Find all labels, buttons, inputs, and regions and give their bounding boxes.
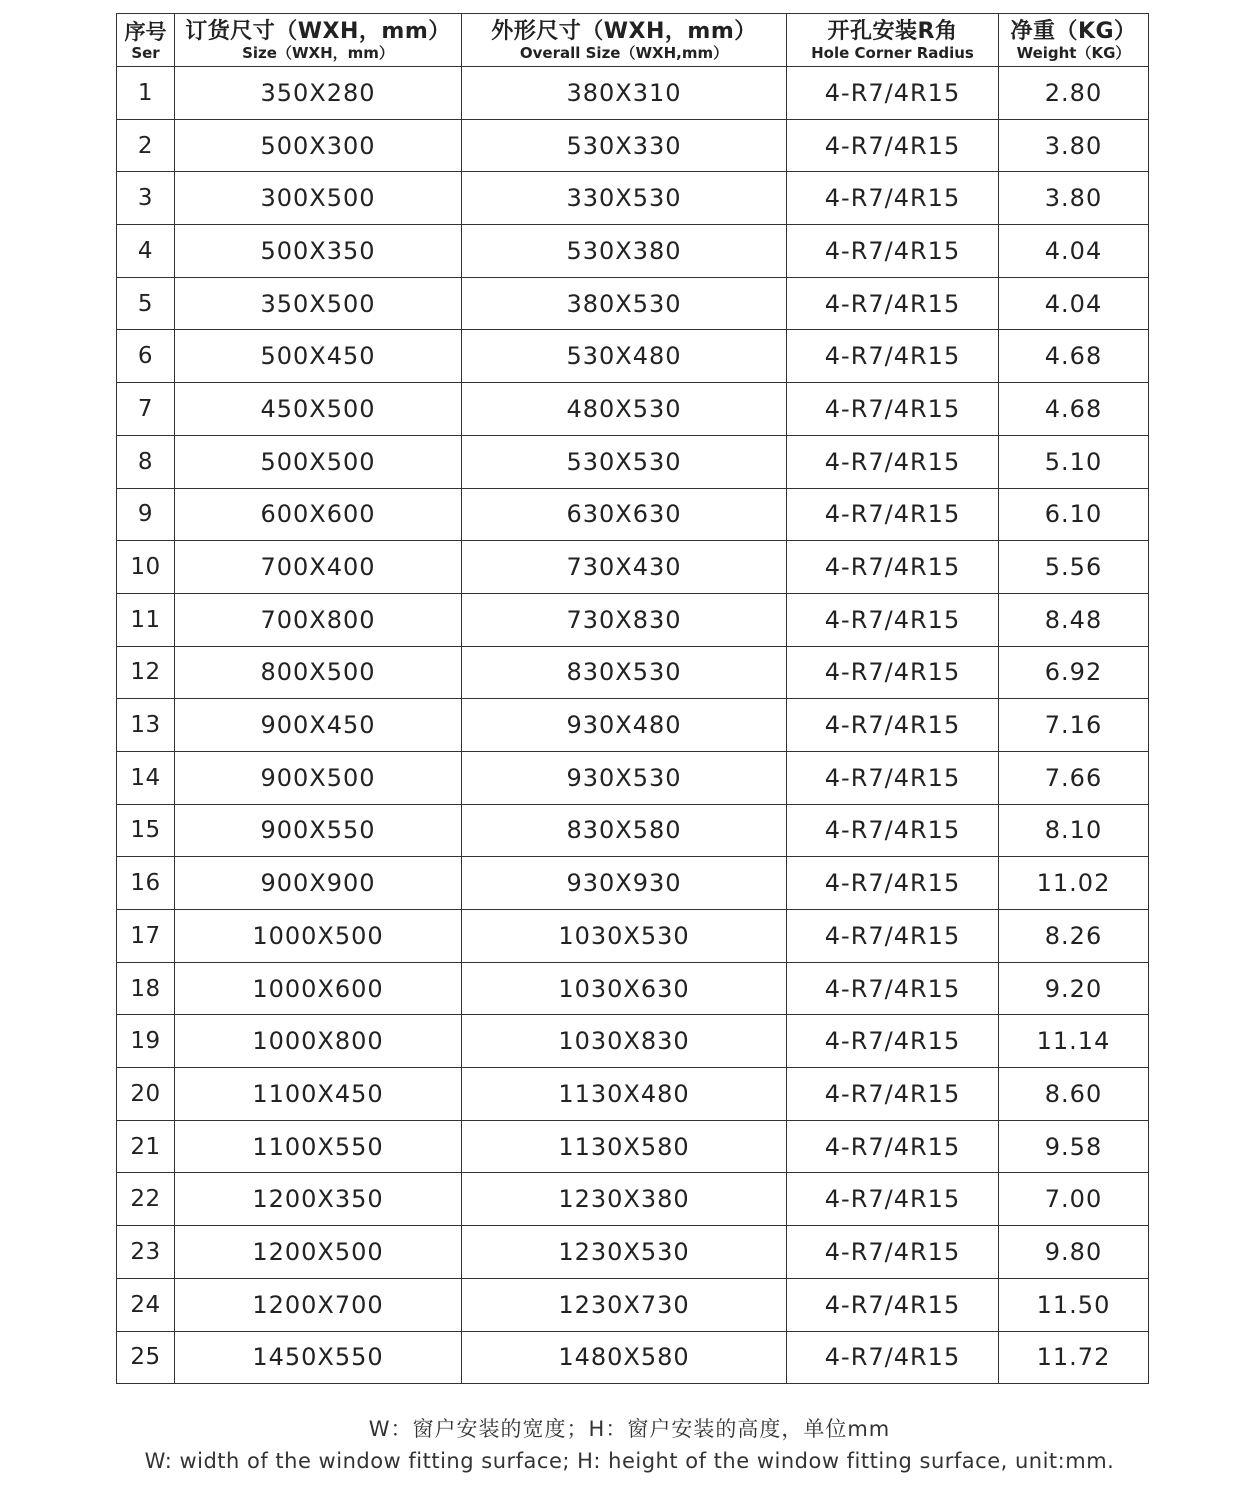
cell-hole-radius: 4-R7/4R15 [787, 1173, 999, 1226]
table-row [117, 1068, 1149, 1121]
cell-hole-radius: 4-R7/4R15 [787, 804, 999, 857]
cell-weight: 5.56 [999, 541, 1149, 594]
cell-size: 900X500 [175, 751, 462, 804]
cell-ser: 3 [117, 172, 175, 225]
cell-weight: 9.58 [999, 1120, 1149, 1173]
header-size-en: Size（WXH，mm） [242, 43, 394, 62]
cell-hole-radius: 4-R7/4R15 [787, 67, 999, 120]
cell-hole-radius: 4-R7/4R15 [787, 330, 999, 383]
cell-hole-radius: 4-R7/4R15 [787, 646, 999, 699]
cell-hole-radius: 4-R7/4R15 [787, 541, 999, 594]
table-row [117, 910, 1149, 963]
cell-weight: 11.02 [999, 857, 1149, 910]
cell-hole-radius: 4-R7/4R15 [787, 1331, 999, 1384]
header-weight [999, 14, 1149, 67]
cell-hole-radius: 4-R7/4R15 [787, 699, 999, 752]
table-row [117, 1173, 1149, 1226]
cell-weight: 4.68 [999, 330, 1149, 383]
cell-size: 1000X600 [175, 962, 462, 1015]
cell-weight: 7.66 [999, 751, 1149, 804]
cell-overall-size: 1030X530 [462, 910, 787, 963]
header-ser-en: Ser [131, 43, 160, 62]
cell-weight: 7.16 [999, 699, 1149, 752]
cell-size: 1000X500 [175, 910, 462, 963]
table-row [117, 172, 1149, 225]
cell-ser: 21 [117, 1120, 175, 1173]
cell-size: 1200X500 [175, 1226, 462, 1279]
cell-overall-size: 530X330 [462, 119, 787, 172]
cell-ser: 20 [117, 1068, 175, 1121]
cell-ser: 10 [117, 541, 175, 594]
cell-overall-size: 1130X580 [462, 1120, 787, 1173]
cell-overall-size: 380X530 [462, 277, 787, 330]
cell-ser: 7 [117, 383, 175, 436]
cell-size: 350X280 [175, 67, 462, 120]
cell-weight: 7.00 [999, 1173, 1149, 1226]
table-row [117, 119, 1149, 172]
cell-overall-size: 930X480 [462, 699, 787, 752]
table-row [117, 541, 1149, 594]
cell-size: 500X500 [175, 435, 462, 488]
cell-size: 900X550 [175, 804, 462, 857]
cell-ser: 9 [117, 488, 175, 541]
cell-size: 700X400 [175, 541, 462, 594]
cell-hole-radius: 4-R7/4R15 [787, 1015, 999, 1068]
cell-ser: 12 [117, 646, 175, 699]
cell-size: 900X450 [175, 699, 462, 752]
cell-weight: 2.80 [999, 67, 1149, 120]
cell-hole-radius: 4-R7/4R15 [787, 225, 999, 278]
cell-overall-size: 530X530 [462, 435, 787, 488]
table-row [117, 330, 1149, 383]
cell-overall-size: 330X530 [462, 172, 787, 225]
cell-weight: 3.80 [999, 119, 1149, 172]
cell-hole-radius: 4-R7/4R15 [787, 962, 999, 1015]
cell-size: 300X500 [175, 172, 462, 225]
cell-size: 500X450 [175, 330, 462, 383]
header-ser-zh: 序号 [124, 19, 167, 44]
cell-hole-radius: 4-R7/4R15 [787, 1226, 999, 1279]
header-size [175, 14, 462, 67]
cell-weight: 8.60 [999, 1068, 1149, 1121]
cell-overall-size: 1230X530 [462, 1226, 787, 1279]
table-row [117, 277, 1149, 330]
cell-overall-size: 1030X830 [462, 1015, 787, 1068]
cell-weight: 8.10 [999, 804, 1149, 857]
table-row [117, 67, 1149, 120]
cell-size: 900X900 [175, 857, 462, 910]
cell-ser: 17 [117, 910, 175, 963]
table-row [117, 593, 1149, 646]
header-overall-size [462, 14, 787, 67]
cell-overall-size: 1030X630 [462, 962, 787, 1015]
cell-overall-size: 1230X730 [462, 1278, 787, 1331]
cell-weight: 8.26 [999, 910, 1149, 963]
cell-hole-radius: 4-R7/4R15 [787, 119, 999, 172]
cell-ser: 11 [117, 593, 175, 646]
table-row [117, 383, 1149, 436]
cell-weight: 5.10 [999, 435, 1149, 488]
table-row [117, 751, 1149, 804]
table-row [117, 962, 1149, 1015]
header-row [117, 14, 1149, 67]
cell-overall-size: 730X830 [462, 593, 787, 646]
cell-ser: 4 [117, 225, 175, 278]
cell-weight: 8.48 [999, 593, 1149, 646]
cell-ser: 24 [117, 1278, 175, 1331]
cell-weight: 11.50 [999, 1278, 1149, 1331]
cell-ser: 23 [117, 1226, 175, 1279]
cell-overall-size: 830X530 [462, 646, 787, 699]
table-row [117, 1226, 1149, 1279]
cell-hole-radius: 4-R7/4R15 [787, 751, 999, 804]
cell-overall-size: 380X310 [462, 67, 787, 120]
cell-weight: 4.68 [999, 383, 1149, 436]
cell-overall-size: 830X580 [462, 804, 787, 857]
cell-ser: 14 [117, 751, 175, 804]
cell-hole-radius: 4-R7/4R15 [787, 1068, 999, 1121]
table-row [117, 804, 1149, 857]
header-overall-size-zh: 外形尺寸（WXH，mm） [491, 18, 757, 44]
header-hole-radius-zh: 开孔安装R角 [827, 18, 958, 44]
cell-overall-size: 530X480 [462, 330, 787, 383]
cell-ser: 8 [117, 435, 175, 488]
cell-hole-radius: 4-R7/4R15 [787, 593, 999, 646]
cell-hole-radius: 4-R7/4R15 [787, 1278, 999, 1331]
cell-size: 600X600 [175, 488, 462, 541]
cell-hole-radius: 4-R7/4R15 [787, 277, 999, 330]
table-row [117, 699, 1149, 752]
footnote-en: W: width of the window fitting surface; H: height of the window fitting surface, unit:mm. [144, 1449, 1115, 1473]
cell-weight: 11.72 [999, 1331, 1149, 1384]
cell-ser: 19 [117, 1015, 175, 1068]
cell-overall-size: 1480X580 [462, 1331, 787, 1384]
cell-overall-size: 530X380 [462, 225, 787, 278]
cell-hole-radius: 4-R7/4R15 [787, 488, 999, 541]
cell-size: 1100X450 [175, 1068, 462, 1121]
cell-ser: 25 [117, 1331, 175, 1384]
cell-ser: 6 [117, 330, 175, 383]
cell-ser: 1 [117, 67, 175, 120]
table-row [117, 225, 1149, 278]
header-weight-zh: 净重（KG） [1010, 18, 1137, 44]
cell-ser: 2 [117, 119, 175, 172]
header-weight-en: Weight（KG） [1016, 43, 1131, 62]
header-hole-radius [787, 14, 999, 67]
footnote-zh: W：窗户安装的宽度；H：窗户安装的高度，单位mm [368, 1417, 891, 1441]
table-row [117, 488, 1149, 541]
cell-size: 700X800 [175, 593, 462, 646]
cell-weight: 4.04 [999, 225, 1149, 278]
cell-overall-size: 630X630 [462, 488, 787, 541]
cell-size: 1000X800 [175, 1015, 462, 1068]
cell-size: 800X500 [175, 646, 462, 699]
table-row [117, 435, 1149, 488]
cell-weight: 6.10 [999, 488, 1149, 541]
table-body [117, 67, 1149, 1384]
cell-hole-radius: 4-R7/4R15 [787, 1120, 999, 1173]
header-ser [117, 14, 175, 67]
cell-ser: 18 [117, 962, 175, 1015]
cell-overall-size: 480X530 [462, 383, 787, 436]
cell-overall-size: 930X930 [462, 857, 787, 910]
cell-size: 1200X350 [175, 1173, 462, 1226]
cell-ser: 16 [117, 857, 175, 910]
table-row [117, 1015, 1149, 1068]
cell-hole-radius: 4-R7/4R15 [787, 383, 999, 436]
header-size-zh: 订货尺寸（WXH，mm） [185, 18, 451, 44]
cell-ser: 5 [117, 277, 175, 330]
cell-overall-size: 930X530 [462, 751, 787, 804]
spec-table [116, 13, 1149, 1384]
cell-size: 500X300 [175, 119, 462, 172]
cell-weight: 6.92 [999, 646, 1149, 699]
table-row [117, 646, 1149, 699]
cell-weight: 9.20 [999, 962, 1149, 1015]
cell-size: 450X500 [175, 383, 462, 436]
cell-weight: 11.14 [999, 1015, 1149, 1068]
cell-overall-size: 1130X480 [462, 1068, 787, 1121]
table-row [117, 857, 1149, 910]
table-row [117, 1278, 1149, 1331]
cell-hole-radius: 4-R7/4R15 [787, 172, 999, 225]
cell-ser: 15 [117, 804, 175, 857]
cell-weight: 3.80 [999, 172, 1149, 225]
cell-ser: 13 [117, 699, 175, 752]
table-row [117, 1120, 1149, 1173]
cell-hole-radius: 4-R7/4R15 [787, 435, 999, 488]
cell-overall-size: 1230X380 [462, 1173, 787, 1226]
header-hole-radius-en: Hole Corner Radius [811, 43, 974, 62]
cell-hole-radius: 4-R7/4R15 [787, 910, 999, 963]
table-row [117, 1331, 1149, 1384]
cell-size: 350X500 [175, 277, 462, 330]
cell-weight: 4.04 [999, 277, 1149, 330]
cell-size: 500X350 [175, 225, 462, 278]
cell-overall-size: 730X430 [462, 541, 787, 594]
cell-ser: 22 [117, 1173, 175, 1226]
cell-hole-radius: 4-R7/4R15 [787, 857, 999, 910]
cell-weight: 9.80 [999, 1226, 1149, 1279]
cell-size: 1200X700 [175, 1278, 462, 1331]
cell-size: 1100X550 [175, 1120, 462, 1173]
header-overall-size-en: Overall Size（WXH,mm） [519, 43, 729, 62]
cell-size: 1450X550 [175, 1331, 462, 1384]
